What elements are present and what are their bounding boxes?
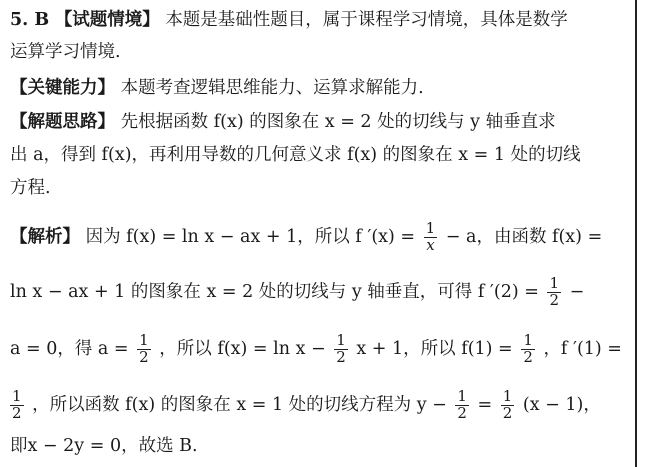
analysis-text-2b: − [569,281,585,302]
analysis-text-2a: ln x − ax + 1 的图象在 x = 2 处的切线与 y 轴垂直，可得 f ′(2) = [10,281,539,302]
fraction-denominator: 2 [336,347,346,366]
fraction-numerator: 1 [457,387,467,405]
approach-tag: 【解题思路】 [10,112,115,132]
fraction-numerator: 1 [502,387,513,405]
fraction-denominator: x [424,237,438,254]
approach-line-1 [10,114,556,132]
analysis-text-3c: x + 1，所以 f(1) = [356,338,513,359]
right-border [635,0,637,467]
analysis-text-1a: 因为 f(x) = ln x − ax + 1，所以 f ′(x) = [85,226,416,247]
fraction-numerator: 1 [12,387,22,405]
ability-text: 本题考查逻辑思维能力、运算求解能力. [120,78,424,98]
context-tag: 【试题情境】 [54,10,160,30]
context-continued: 运算学习情境. [10,42,121,62]
analysis-line-3 [10,333,622,366]
fraction-numerator: 1 [549,274,560,292]
analysis-text-1b: − a，由函数 f(x) = [445,226,603,247]
fraction-half [10,389,24,422]
fraction-half [521,333,535,366]
fraction-half [547,276,561,309]
analysis-text-4c: (x − 1)， [522,394,601,415]
fraction-denominator: 2 [502,403,513,422]
fraction-numerator: 1 [139,331,149,349]
analysis-tag: 【解析】 [10,226,80,247]
fraction-numerator: 1 [425,219,436,237]
fraction-denominator: 2 [139,347,149,366]
fraction-denominator: 2 [549,290,560,309]
analysis-text-4b: = [477,394,493,415]
analysis-text-3b: ，所以 f(x) = ln x − [159,338,326,359]
analysis-text-3d: ，f ′(1) = [543,338,622,359]
analysis-line-2 [10,276,584,309]
approach-line-3: 方程. [10,178,51,198]
fraction-half [455,389,469,422]
approach-line-2: 出 a，得到 f(x)，再利用导数的几何意义求 f(x) 的图象在 x = 1 处的切线 [10,145,581,165]
approach-text-1: 先根据函数 f(x) 的图象在 x = 2 处的切线与 y 轴垂直求 [120,112,556,132]
analysis-line-4 [10,389,601,422]
fraction-half [137,333,151,366]
question-number: 5. B [10,10,50,30]
fraction-denominator: 2 [457,403,467,422]
analysis-text-4a: ，所以函数 f(x) 的图象在 x = 1 处的切线方程为 y − [32,394,447,415]
fraction-numerator: 1 [336,331,346,349]
analysis-line-5: 即x − 2y = 0，故选 B. [10,436,198,456]
fraction-denominator: 2 [12,403,22,422]
fraction-half [334,333,348,366]
analysis-text-3a: a = 0，得 a = [10,338,129,359]
ability-line [10,80,424,98]
ability-tag: 【关键能力】 [10,78,115,98]
context-text: 本题是基础性题目，属于课程学习情境，具体是数学 [165,10,568,30]
header-line [10,12,568,30]
fraction-denominator: 2 [523,347,533,366]
fraction-1-over-x [424,221,438,254]
fraction-half [501,389,515,422]
analysis-line-1 [10,221,602,254]
fraction-numerator: 1 [523,331,533,349]
